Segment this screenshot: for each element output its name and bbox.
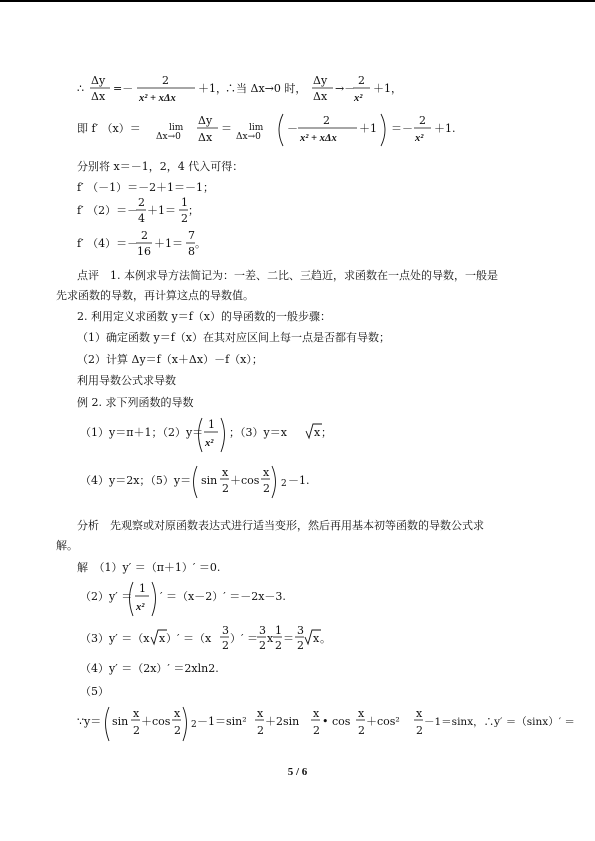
analysis-line-2: 解。 [56, 539, 78, 552]
frac-num: 3 [297, 624, 304, 637]
step-2: （2）计算 Δy＝f（x＋Δx）－f（x）； [77, 353, 263, 366]
frac-num: 2 [419, 114, 426, 127]
sol3-part-c: ）′ ＝ [230, 632, 258, 645]
frac-num: 1 [139, 582, 146, 595]
example-questions-2 [80, 462, 340, 505]
sol3-part-a: （3）y′ ＝（x [80, 632, 150, 645]
frac-den: 2 [263, 482, 270, 495]
sqrt-radicand: x [313, 632, 320, 645]
square-exponent: 2 [281, 479, 287, 489]
q2-part-a: （4）y＝2x；（5）y＝ [80, 474, 192, 487]
frac-num: x [174, 707, 181, 720]
right-paren [152, 582, 156, 616]
frac-den: 2 [259, 639, 266, 652]
final-part-f: －1＝sinx，∴y′ ＝（sinx）′ ＝ [424, 716, 575, 728]
because-y: ∵y＝ [77, 715, 102, 728]
substitute-line: 分别将 x＝－1，2，4 代入可得： [77, 160, 244, 173]
frac-den: 2 [181, 212, 188, 225]
limit-condition: ∴当 Δx→0 时， [225, 82, 307, 95]
frac-den: 2 [297, 639, 304, 652]
frac-num: Δy [91, 74, 106, 87]
f-prime-2 [77, 195, 277, 232]
frac-num: x [416, 707, 423, 720]
f4-end: 。 [195, 237, 206, 250]
frac-num: x [313, 707, 320, 720]
f-prime-neg1: f′ （－1）＝－2＋1＝－1； [77, 181, 215, 194]
example-questions-1-svg [80, 414, 400, 456]
exp-num: 1 [275, 624, 282, 637]
f2-mid: ＋1＝ [147, 204, 176, 217]
equals-minus: ＝－ [391, 122, 413, 135]
f4-prefix-text: f′ （4）＝－ [77, 237, 139, 250]
example-questions-2-svg [80, 462, 340, 502]
f-prime-4 [77, 228, 277, 265]
f2-end: ； [188, 204, 199, 217]
frac-num: Δy [198, 114, 213, 127]
f-prime-2-svg [77, 195, 277, 229]
comment-line-1: 点评 1. 本例求导方法简记为：一差、二比、三趋近，求函数在一点处的导数，一般是 [77, 269, 498, 282]
final-part-c: ＋2sin [265, 715, 300, 728]
frac-den: 2 [313, 724, 320, 737]
frac-den: 4 [138, 212, 145, 225]
frac-num: 2 [162, 74, 169, 87]
plus-one: ＋1 [359, 122, 377, 135]
left-paren [279, 114, 283, 146]
left-paren [194, 466, 198, 498]
frac-den: 16 [137, 245, 151, 258]
plus-cos: ＋cos [230, 474, 260, 487]
frac-den: x² [415, 133, 424, 144]
solution-5-svg [77, 703, 575, 745]
equals: ＝ [221, 122, 232, 135]
frac-num: 2 [323, 114, 330, 127]
minus: － [287, 122, 298, 135]
frac-den: 2 [257, 724, 264, 737]
plus-one: ＋1， [198, 82, 227, 95]
sol2-part-a: （2）y′ ＝ [80, 590, 133, 603]
final-part-b: －1＝sin² [197, 715, 247, 728]
arrow-minus: →－ [335, 82, 356, 95]
solution-5-label: （5） [80, 685, 109, 698]
right-paren [381, 114, 385, 146]
example-heading: 例 2. 求下列函数的导数 [77, 396, 194, 409]
frac-den: 2 [174, 724, 181, 737]
frac-den: 2 [358, 724, 365, 737]
solution-3-svg [80, 622, 360, 658]
frac-num: 1 [181, 196, 188, 209]
equation-delta-ratio-svg [77, 70, 497, 108]
lim-label: lim [249, 123, 264, 133]
therefore-symbol: ∴ [77, 82, 84, 95]
solution-2 [80, 578, 360, 623]
frac-num: x [257, 707, 264, 720]
left-paren [106, 707, 110, 741]
frac-num: 2 [138, 196, 145, 209]
equals: ＝ [283, 632, 294, 645]
exp-den: 2 [222, 639, 229, 652]
equation-delta-ratio [77, 70, 497, 111]
frac-num: 7 [188, 229, 195, 242]
var-x: x [267, 632, 274, 645]
plus-cos: ＋cos [141, 715, 171, 728]
dot-cos: • cos [322, 715, 351, 728]
plus-one: ＋1. [434, 122, 456, 135]
frac-num: 3 [259, 624, 266, 637]
q1-part-b: ；（3）y＝x [229, 426, 287, 439]
frac-num: x [222, 466, 229, 479]
comment-line-2: 先求函数的导数，再计算这点的导数值。 [56, 289, 254, 302]
q1-part-c: ； [321, 426, 332, 439]
right-paren [272, 466, 276, 498]
frac-den: 2 [222, 482, 229, 495]
step-1: （1）确定函数 y＝f（x）在其对应区间上每一点是否都有导数； [77, 331, 390, 344]
equation-derivative-limit [77, 110, 497, 155]
frac-num: x [263, 466, 270, 479]
solution-1: 解 （1）y′ ＝（π＋1）′ ＝0. [77, 561, 221, 574]
example-questions-1 [80, 414, 400, 459]
frac-den: Δx [313, 90, 328, 103]
frac-num: Δy [313, 74, 328, 87]
lim-subscript: Δx→0 [236, 132, 261, 142]
exp-den: 2 [275, 639, 282, 652]
sol2-part-b: ′ ＝（x－2）′ ＝－2x－3. [160, 590, 286, 603]
frac-num: 1 [208, 418, 215, 431]
solution-3 [80, 622, 360, 661]
q2-part-c: －1. [288, 474, 310, 487]
frac-den: x² + xΔx [139, 93, 176, 104]
exp-num: 3 [222, 624, 229, 637]
sqrt-radicand: x [159, 632, 166, 645]
sqrt-radicand: x [314, 426, 321, 439]
square-exponent: 2 [191, 720, 197, 730]
frac-num: 2 [358, 74, 365, 87]
sol3-end: 。 [320, 632, 331, 645]
equals-minus: =－ [113, 82, 134, 95]
page-number: 5 / 6 [287, 766, 308, 778]
right-paren [183, 707, 187, 741]
analysis-line-1: 分析 先观察或对原函数表达式进行适当变形，然后再用基本初等函数的导数公式求 [77, 519, 484, 532]
lim-subscript: Δx→0 [156, 132, 181, 142]
equation-derivative-limit-svg [77, 110, 497, 152]
solution-4: （4）y′ ＝（2x）′ ＝2xln2. [80, 662, 219, 675]
frac-den: x² [205, 438, 214, 449]
frac-den: x² + xΔx [300, 133, 337, 144]
frac-den: 8 [188, 245, 195, 258]
frac-den: x² [136, 602, 145, 613]
steps-title: 2. 利用定义求函数 y＝f（x）的导函数的一般步骤： [77, 310, 331, 323]
plus-one: ＋1， [373, 82, 402, 95]
f-prime-4-svg [77, 228, 277, 262]
q1-part-a: （1）y＝π＋1；（2）y＝ [80, 426, 204, 439]
lim-label: lim [169, 123, 184, 133]
frac-den: Δx [198, 131, 213, 144]
frac-den: x² [354, 93, 363, 104]
frac-num: x [358, 707, 365, 720]
frac-num: 2 [141, 229, 148, 242]
f4-mid: ＋1＝ [154, 237, 183, 250]
sin-label: sin [112, 715, 129, 728]
frac-num: x [133, 707, 140, 720]
frac-den: Δx [91, 90, 106, 103]
sol3-part-b: ）′ ＝（x [166, 632, 212, 645]
right-paren [221, 418, 225, 452]
method-heading: 利用导数公式求导数 [77, 374, 176, 387]
top-border [0, 0, 595, 2]
solution-5-expression [77, 703, 575, 748]
solution-2-svg [80, 578, 360, 620]
sin-label: sin [201, 474, 218, 487]
frac-den: 2 [133, 724, 140, 737]
final-part-e: ＋cos² [366, 715, 400, 728]
f2-prefix-text: f′ （2）＝－ [77, 204, 139, 217]
derivative-prefix: 即 f′ （x）＝ [77, 122, 141, 135]
frac-den: 2 [416, 724, 423, 737]
